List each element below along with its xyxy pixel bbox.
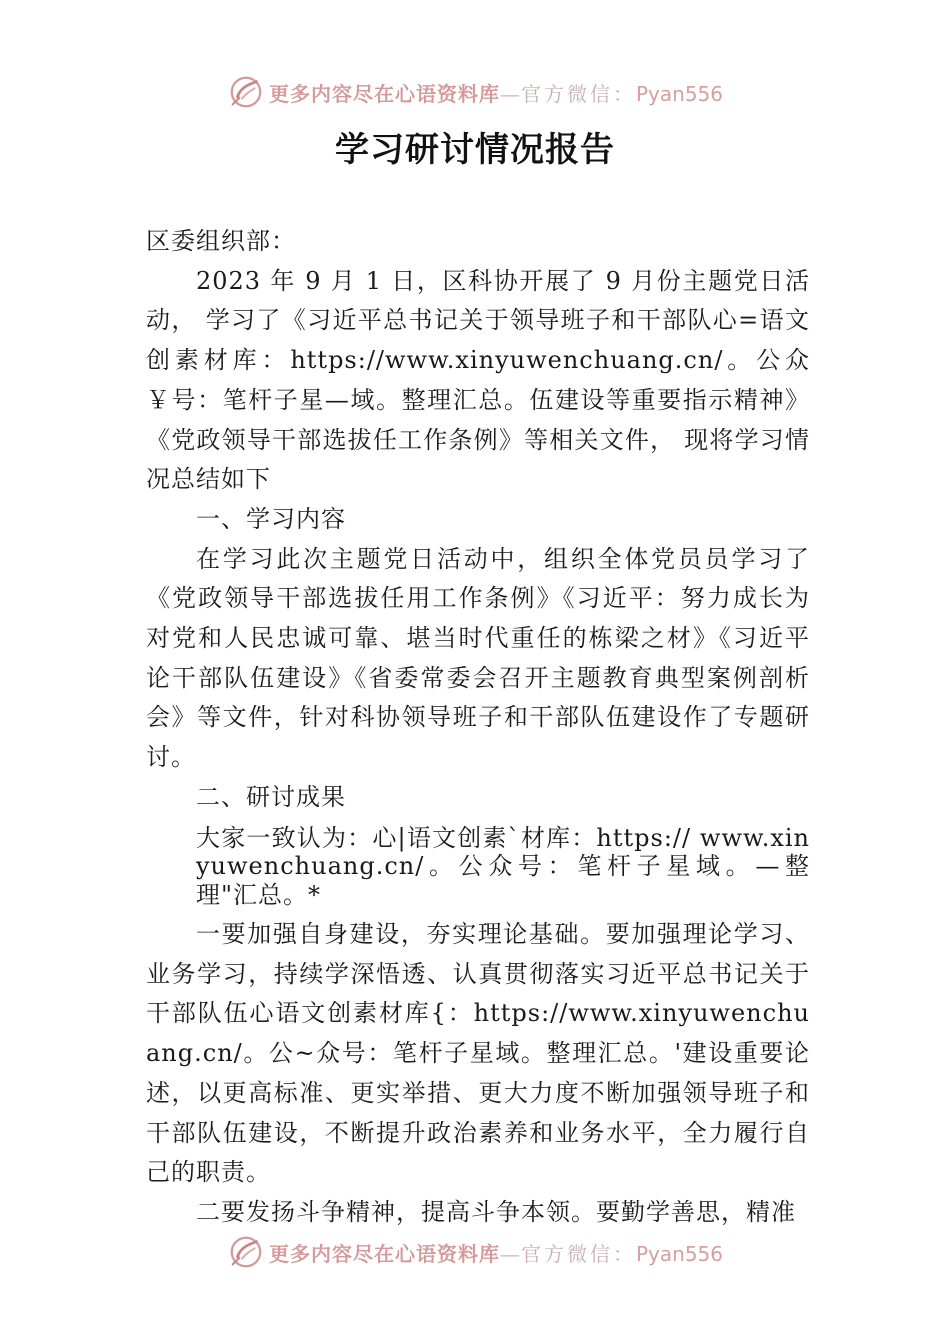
watermark-footer bbox=[0, 1232, 950, 1272]
watermark-header bbox=[0, 72, 950, 112]
watermark-wechat-label: 官方微信： bbox=[520, 1241, 636, 1266]
watermark-separator: — bbox=[499, 81, 521, 106]
xinyu-logo-icon bbox=[227, 73, 265, 111]
watermark-wechat-id: Pyan556 bbox=[635, 1241, 723, 1266]
salutation: 区委组织部： bbox=[146, 227, 296, 255]
watermark-separator: — bbox=[499, 1241, 521, 1266]
watermark-text bbox=[269, 78, 723, 107]
section-heading-study-content: 一、学习内容 bbox=[196, 504, 346, 533]
document-body bbox=[146, 222, 810, 1233]
section-heading-results: 二、研讨成果 bbox=[196, 782, 346, 811]
watermark-wechat-id: Pyan556 bbox=[635, 81, 723, 106]
intro-paragraph: 2023 年 9 月 1 日，区科协开展了 9 月份主题党日活动， 学习了《习近平总书记关于领导班子和干部队心=语文创素材库：https://www.xinyuwenchuang.cn/。公众￥号：笔杆子星—域。整理汇总。伍建设等重要指示精神》《党政领导干部选拔任工作条例》等相关文件， 现将学习情况总结如下 bbox=[146, 266, 810, 494]
consensus-paragraph: 大家一致认为：心|语文创素`材库：https:// www.xinyuwenchuang.cn/。公众号：笔杆子星域。—整理"汇总。* bbox=[196, 823, 810, 909]
document-title: 学习研讨情况报告 bbox=[335, 130, 615, 170]
point-two-paragraph: 二要发扬斗争精神，提高斗争本领。要勤学善思，精准 bbox=[196, 1197, 796, 1226]
study-content-paragraph: 在学习此次主题党日活动中，组织全体党员员学习了《党政领导干部选拔任用工作条例》《习近平：努力成长为 对党和人民忠诚可靠、堪当时代重任的栋梁之材》《习近平 论干部队伍建设》《省委常委会召开主题教育典型案例剖析 会》等文件，针对科协领导班子和干部队伍建设作了专题研讨。 bbox=[146, 544, 810, 772]
watermark-wechat-label: 官方微信： bbox=[520, 81, 636, 106]
watermark-text bbox=[269, 1238, 723, 1267]
xinyu-logo-icon bbox=[227, 1233, 265, 1271]
point-one-paragraph: 一要加强自身建设，夯实理论基础。要加强理论学习、业务学习，持续学深悟透、认真贯彻落实习近平总书记关于干部队伍心语文创素材库{：https://www.xinyuwenchuang.cn/。公~众号：笔杆子星域。整理汇总。'建设重要论述，以更高标准、更实举措、更大力度不断加强领导班子和干部队伍建设，不断提升政治素养和业务水平，全力履行自己的职责。 bbox=[146, 920, 810, 1187]
watermark-brand: 更多内容尽在心语资料库 bbox=[268, 1241, 500, 1266]
watermark-brand: 更多内容尽在心语资料库 bbox=[268, 81, 500, 106]
